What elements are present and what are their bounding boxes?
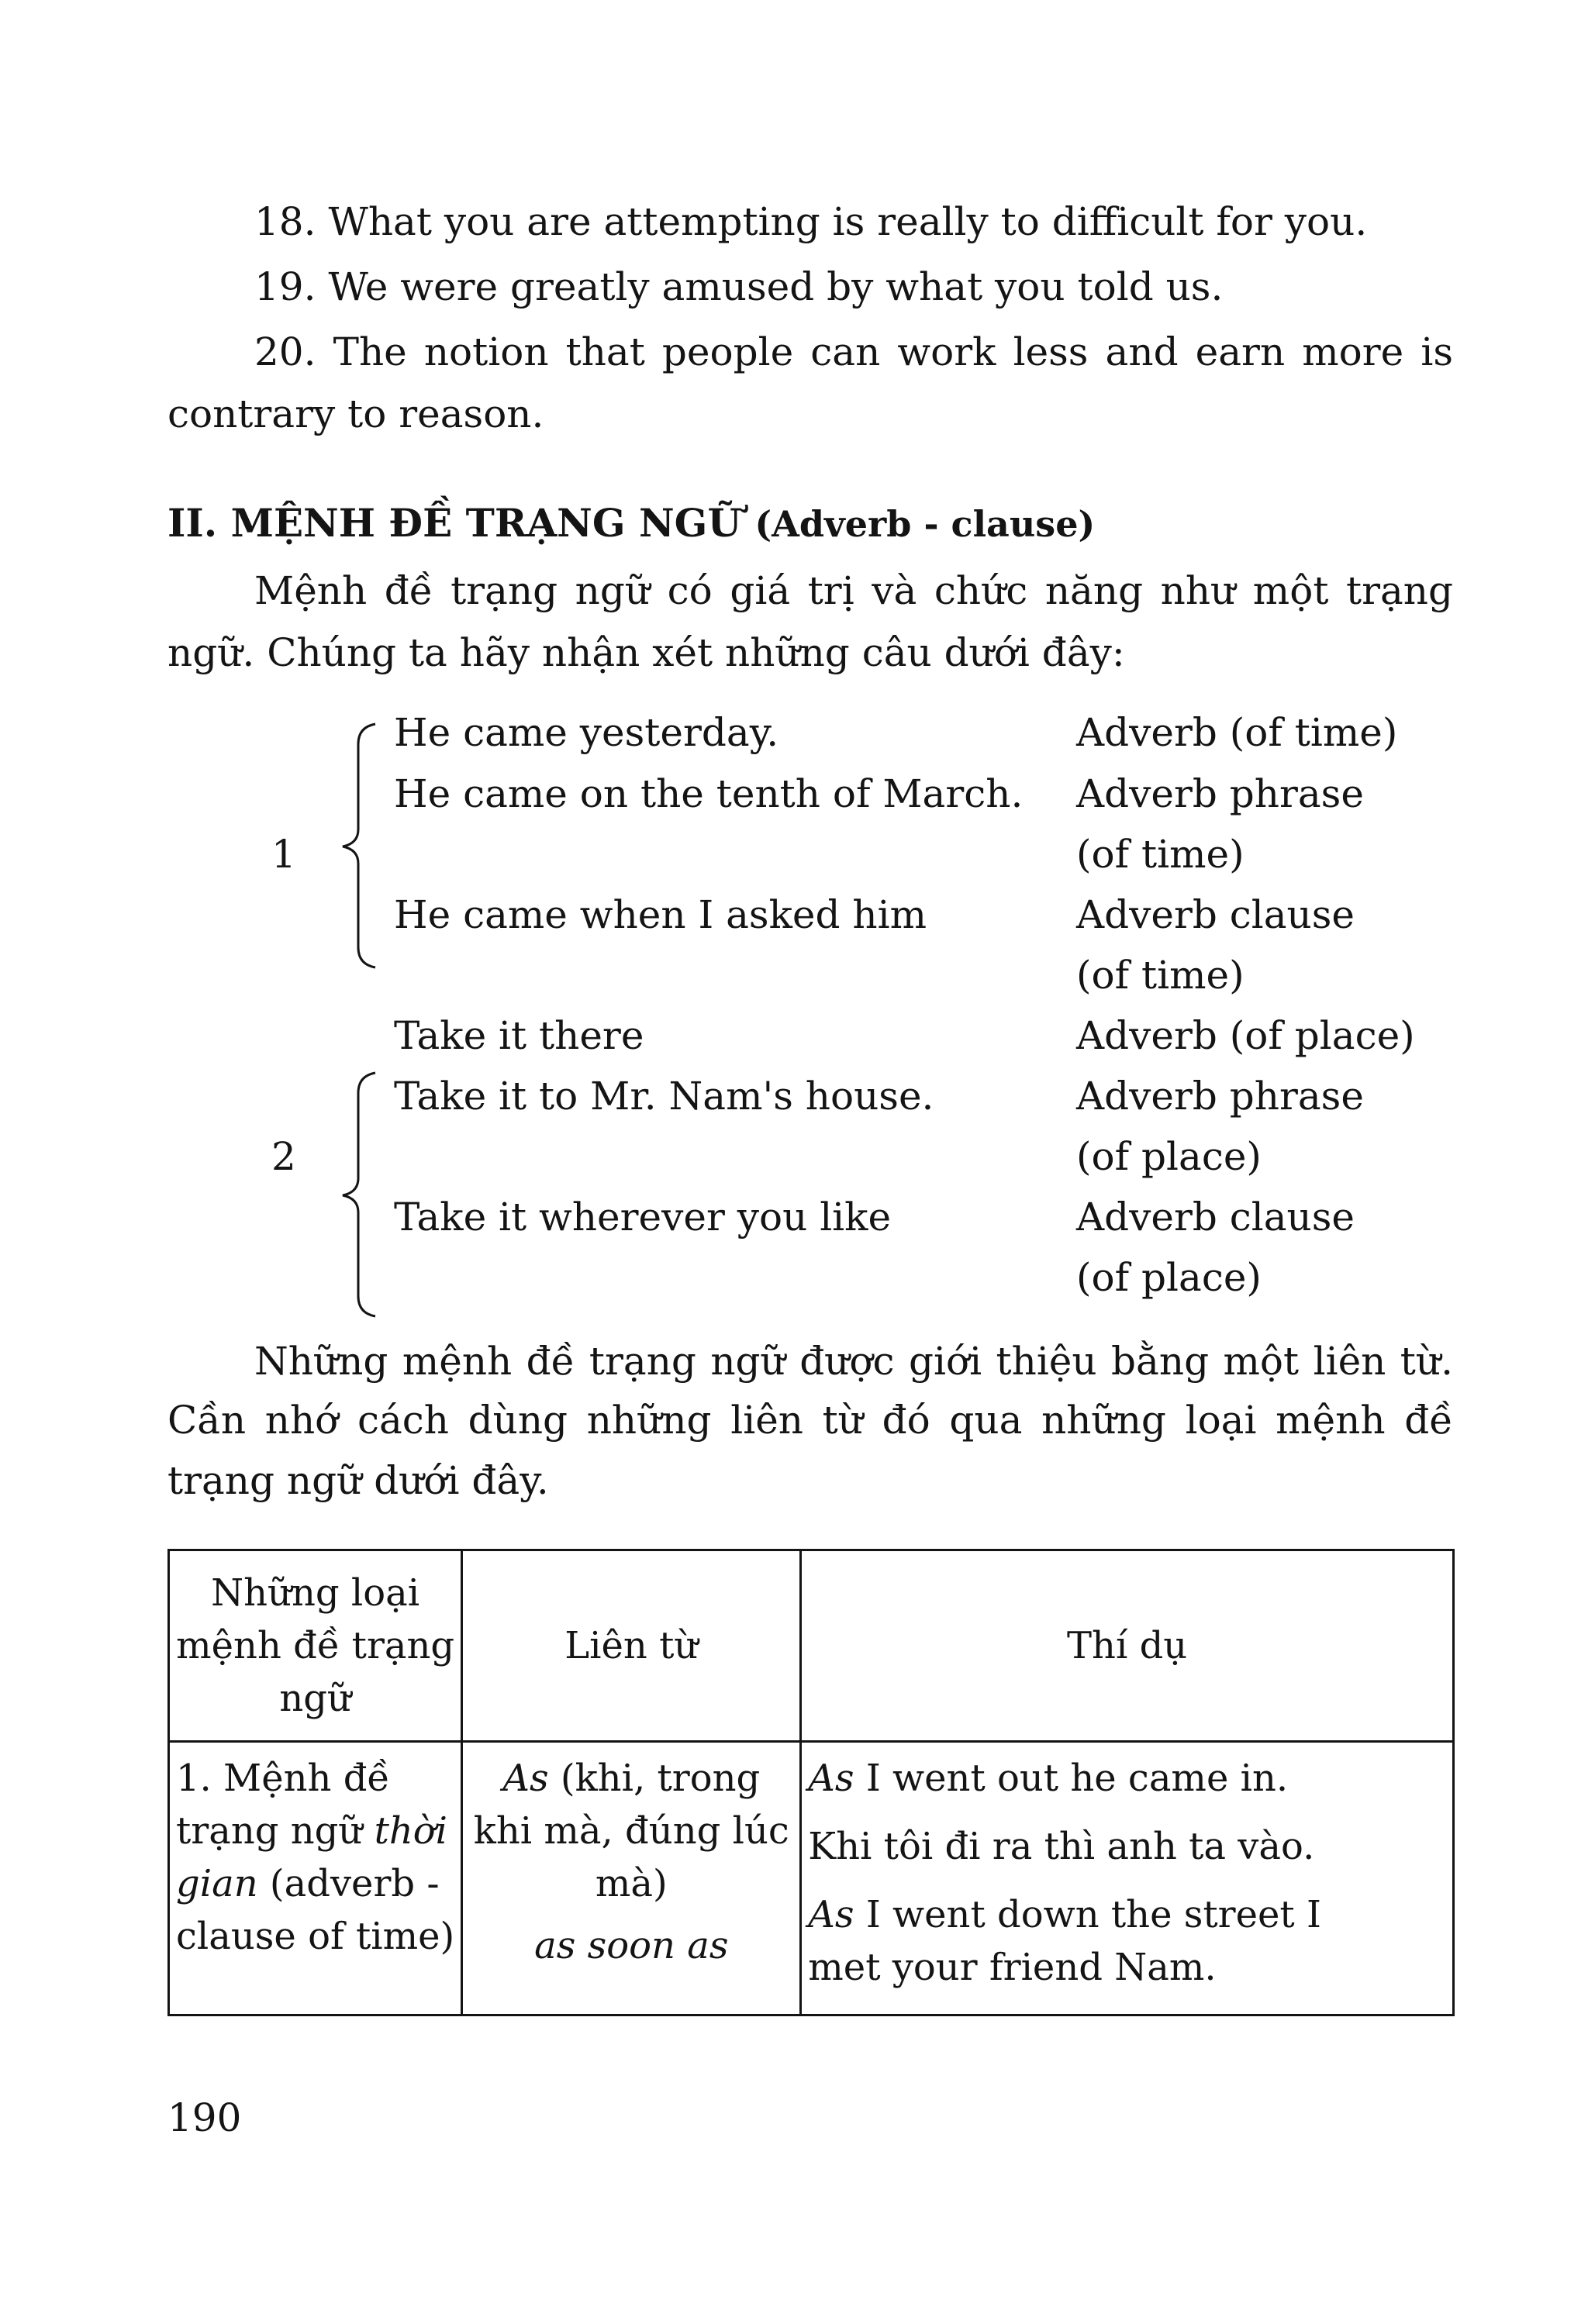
list-item-text: We were greatly amused by what you told us. [328, 264, 1224, 309]
clause-type-cell: 1. Mệnh đề trạng ngữ thời gian (adverb - clause of time) [169, 1742, 462, 2015]
left-brace-icon [335, 721, 381, 969]
example-sentence: He came on the tenth of March. [394, 771, 1024, 816]
conjunction-paragraph-line-2: Cần nhớ cách dùng những liên từ đó qua những loại mệnh đề [167, 1398, 1453, 1443]
example-sentence: Take it to Mr. Nam's house. [394, 1074, 934, 1119]
page-number: 190 [167, 2095, 242, 2140]
example-cell: As I went out he came in. Khi tôi đi ra thì anh ta vào. As I went down the street I met your friend Nam. [801, 1742, 1454, 2015]
header-conjunction: Liên từ [462, 1550, 801, 1742]
example-label-continuation: (of time) [1076, 832, 1245, 877]
example-label: Adverb phrase [1076, 1074, 1364, 1119]
example-sentence: He came when I asked him [394, 892, 927, 937]
list-item-text: What you are attempting is really to difficult for you. [328, 199, 1368, 244]
conjunction-cell: As (khi, trong khi mà, đúng lúc mà) as soon as [462, 1742, 801, 2015]
example-label-continuation: (of place) [1076, 1255, 1262, 1300]
list-item-19 [254, 264, 1223, 310]
example-sentence: Take it wherever you like [394, 1195, 892, 1240]
table-row [169, 1742, 1454, 2015]
list-item-18 [254, 198, 1367, 245]
group-number: 2 [271, 1134, 296, 1179]
section-intro-line-1: Mệnh đề trạng ngữ có giá trị và chức năng như một trạng [254, 568, 1453, 613]
group-number: 1 [271, 832, 296, 877]
section-heading-subtitle: (Adverb - clause) [754, 503, 1096, 545]
table-header-row [169, 1550, 1454, 1742]
example-sentence: Take it there [394, 1013, 644, 1058]
header-example: Thí dụ [801, 1550, 1454, 1742]
example-label: Adverb clause [1076, 892, 1355, 937]
header-clause-type: Những loại mệnh đề trạng ngữ [169, 1550, 462, 1742]
example-label: Adverb (of time) [1076, 710, 1398, 755]
list-item-number: 20. [254, 329, 316, 374]
example-label: Adverb (of place) [1076, 1013, 1415, 1058]
section-heading-title: II. MỆNH ĐỀ TRẠNG NGỮ [167, 500, 741, 546]
left-brace-icon [335, 1070, 381, 1318]
list-item-20-continuation: contrary to reason. [167, 391, 544, 436]
section-intro-line-2: ngữ. Chúng ta hãy nhận xét những câu dưới đây: [167, 630, 1125, 675]
list-item-number: 18. [254, 199, 316, 244]
list-item-20 [254, 329, 1453, 375]
section-heading [167, 500, 1095, 547]
conjunction-paragraph-line-3: trạng ngữ dưới đây. [167, 1458, 549, 1503]
example-label-continuation: (of place) [1076, 1134, 1262, 1179]
list-item-text: The notion that people can work less and earn more is [333, 329, 1453, 374]
adverb-clause-table [167, 1549, 1455, 2016]
conjunction-paragraph-line-1: Những mệnh đề trạng ngữ được giới thiệu bằng một liên từ. [254, 1339, 1453, 1384]
list-item-number: 19. [254, 264, 316, 309]
example-label: Adverb phrase [1076, 771, 1364, 816]
example-label: Adverb clause [1076, 1195, 1355, 1240]
example-label-continuation: (of time) [1076, 953, 1245, 998]
example-sentence: He came yesterday. [394, 710, 779, 755]
